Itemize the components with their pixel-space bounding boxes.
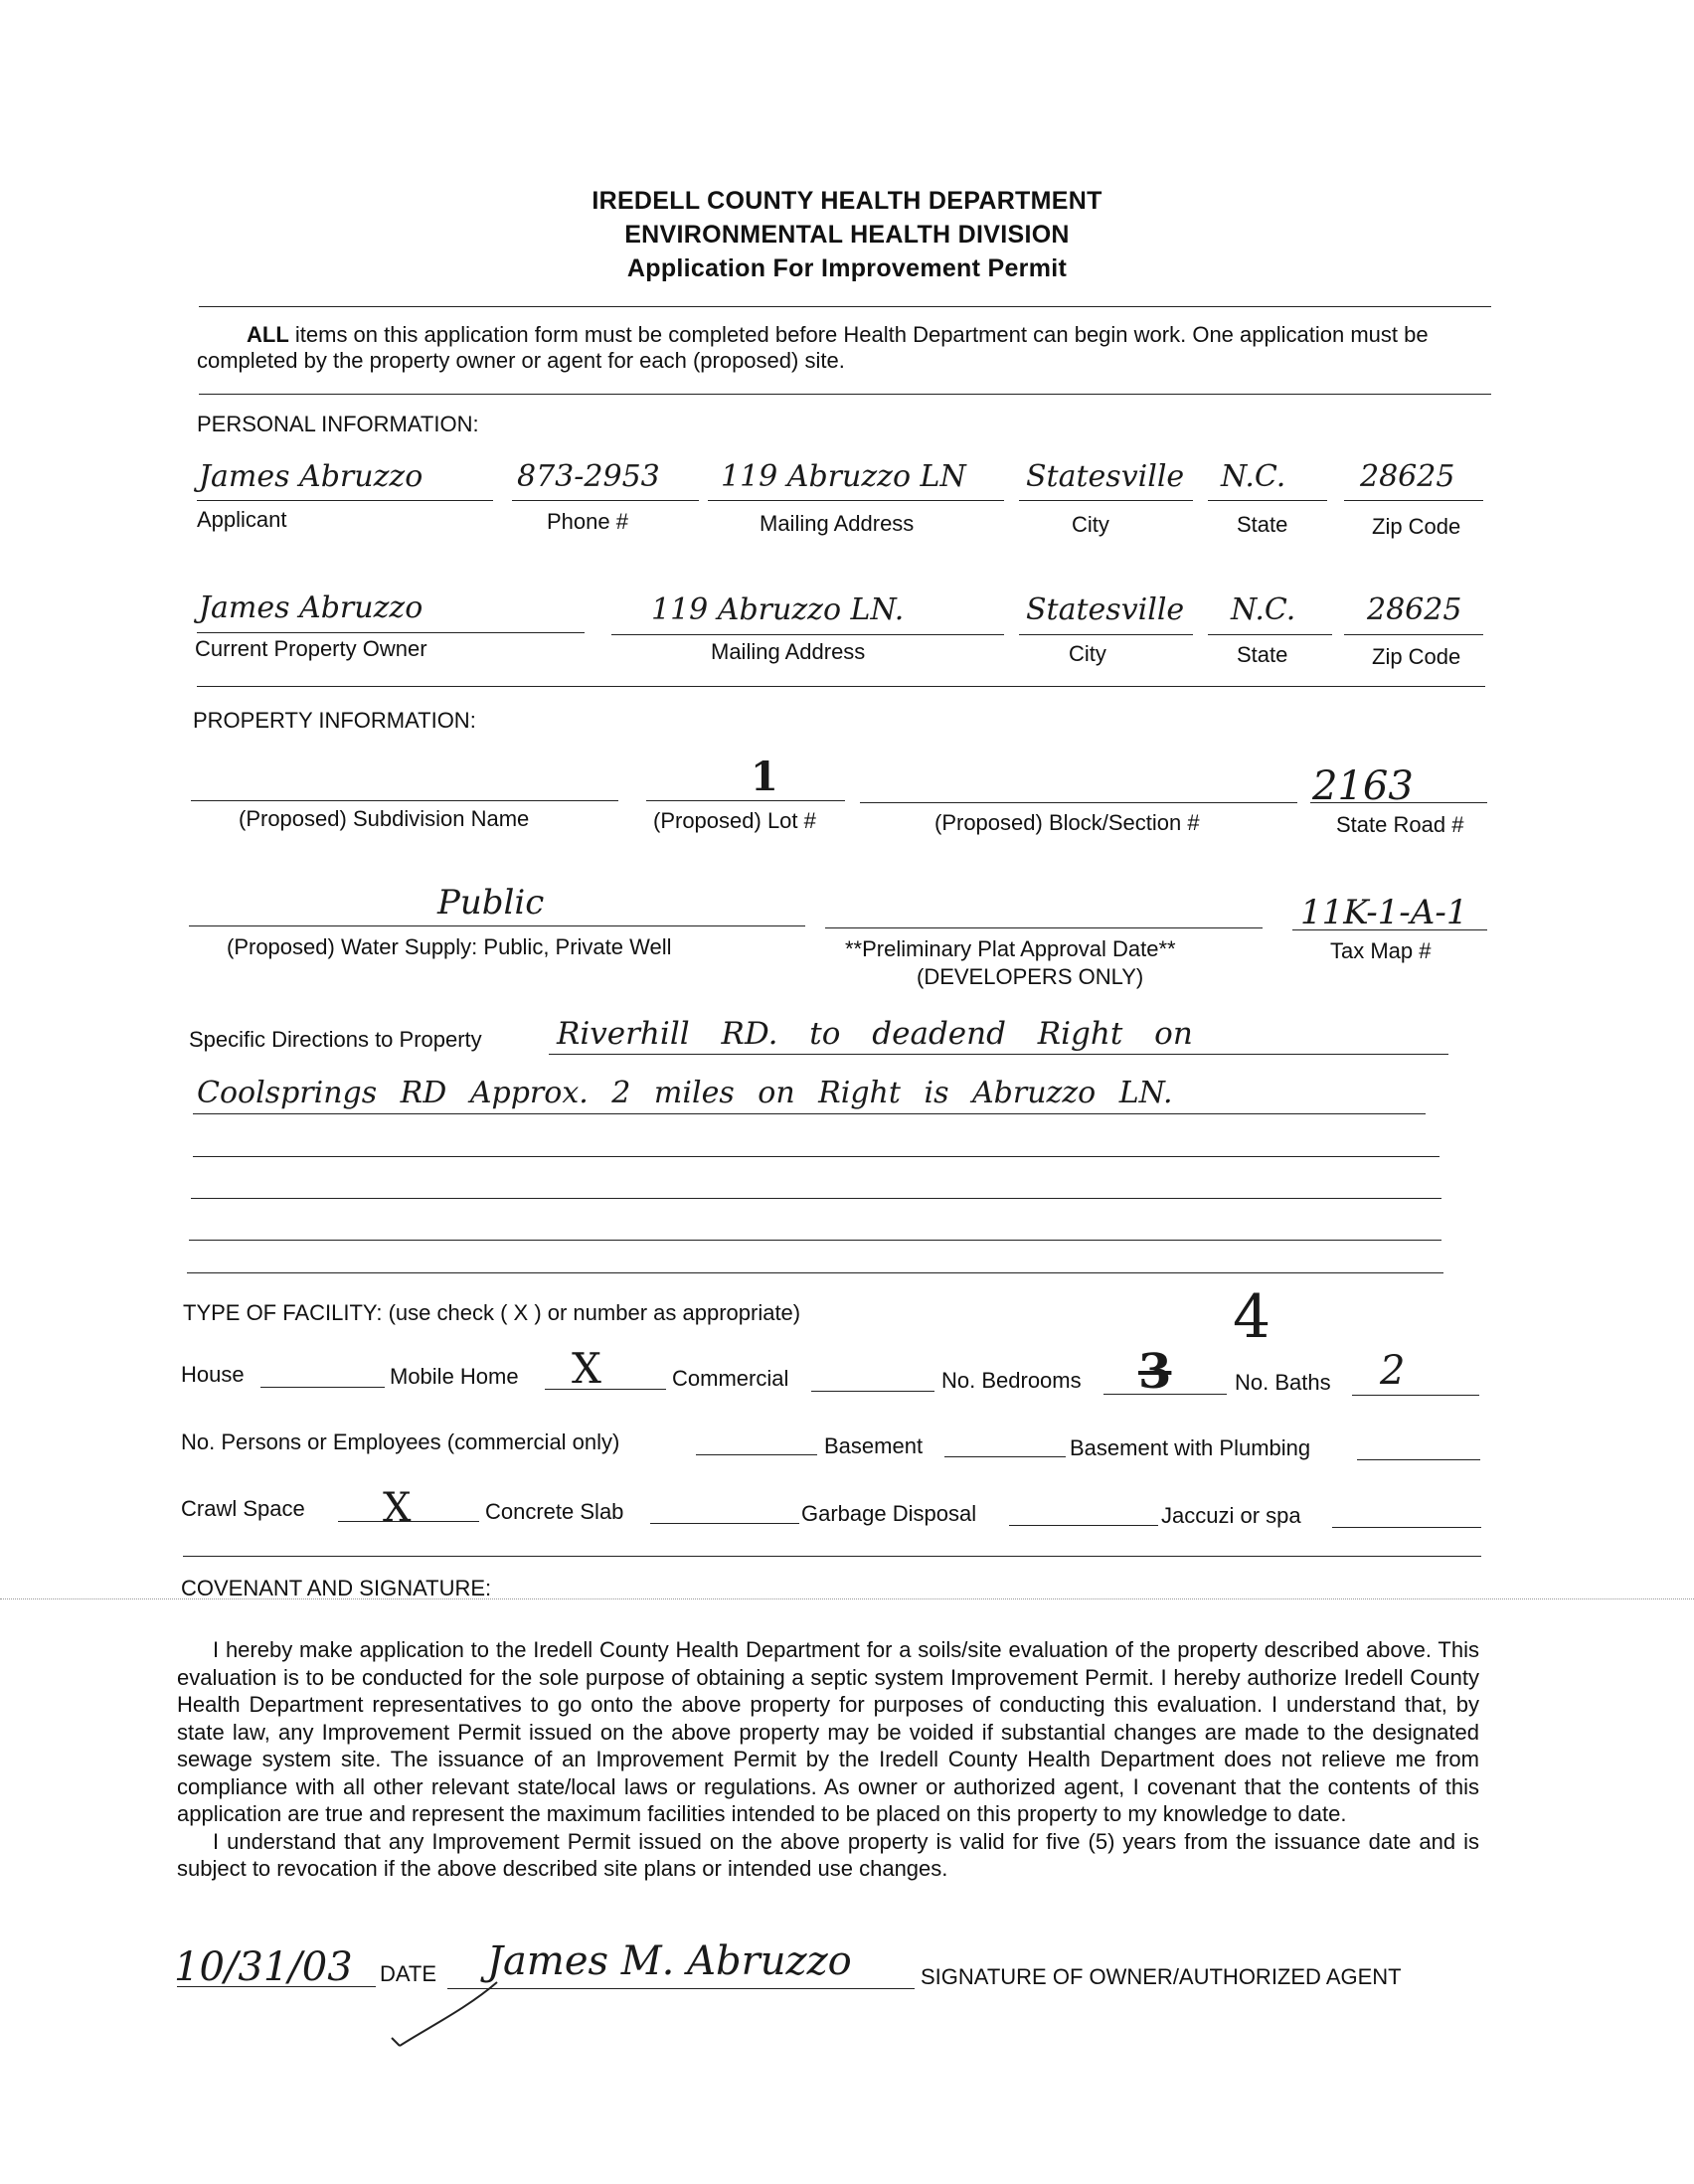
- applicant-phone[interactable]: 873-2953: [517, 459, 660, 494]
- owner-address[interactable]: 119 Abruzzo LN.: [651, 592, 905, 627]
- signature-label: SIGNATURE OF OWNER/AUTHORIZED AGENT: [921, 1964, 1402, 1989]
- plat-line: [825, 927, 1263, 928]
- directions-line-2[interactable]: Coolsprings RD Approx. 2 miles on Right is Abruzzo LN.: [197, 1076, 1173, 1110]
- intro-text: [197, 322, 1499, 374]
- scan-dotted-line: [0, 1598, 1694, 1599]
- owner-zip-label: Zip Code: [1372, 644, 1461, 669]
- applicant-state[interactable]: N.C.: [1221, 459, 1286, 494]
- owner-name[interactable]: James Abruzzo: [199, 590, 424, 625]
- block-label: (Proposed) Block/Section #: [934, 810, 1200, 835]
- header-form-title: Application For Improvement Permit: [626, 254, 1068, 282]
- directions-label: Specific Directions to Property: [189, 1027, 482, 1052]
- owner-city[interactable]: Statesville: [1026, 592, 1185, 627]
- slab-line: [650, 1523, 799, 1524]
- date-line: [177, 1986, 376, 1987]
- jacuzzi-label: Jaccuzi or spa: [1161, 1503, 1301, 1528]
- intro-rest: items on this application form must be completed before Health Department can begin work. One application must be completed by the property owner or agent for each (proposed) site.: [197, 322, 1429, 373]
- city-label: City: [1072, 512, 1109, 537]
- water-line: [189, 925, 805, 926]
- owner-city-line: [1019, 634, 1193, 635]
- covenant-text: [177, 1636, 1479, 1883]
- block-line: [860, 802, 1297, 803]
- road-line: [1310, 802, 1487, 803]
- mobile-home-mark[interactable]: X: [572, 1344, 601, 1393]
- directions-line-2-rule: [193, 1113, 1426, 1114]
- applicant-phone-line: [512, 500, 699, 501]
- developers-only-label: (DEVELOPERS ONLY): [917, 964, 1144, 989]
- directions-line-5-rule: [189, 1240, 1441, 1241]
- state-label: State: [1237, 512, 1288, 537]
- signature-flourish: [388, 1978, 507, 2058]
- covenant-paragraph-1: I hereby make application to the Iredell County Health Department for a soils/site evaluation of the property described above. This evaluation is to be conducted for the sole purpose of obtaining a septic system Improvement Permit. I hereby authorize Iredell County Health Department representatives to go onto the above property for purposes of conducting this evaluation. I understand that, by state law, any Improvement Permit issued on the above property may be voided if substantial changes are made to the designated sewage system site. The issuance of an Improvement Permit by the Iredell County Health Department does not relieve me from compliance with all other relevant state/local laws or regulations. As owner or authorized agent, I covenant that the contents of this application are true and represent the maximum facilities intended to be placed on this property to my knowledge to date.: [177, 1637, 1479, 1826]
- covenant-paragraph-2: I understand that any Improvement Permit issued on the above property is valid for five (5) years from the issuance date and is subject to revocation if the above described site plans or intended use changes.: [177, 1828, 1479, 1881]
- crawl-space-label: Crawl Space: [181, 1496, 305, 1521]
- road-label: State Road #: [1336, 812, 1464, 837]
- intro-bold: ALL: [247, 322, 289, 347]
- baths-line: [1352, 1395, 1479, 1396]
- signature-date[interactable]: 10/31/03: [174, 1944, 353, 1990]
- header-division: ENVIRONMENTAL HEALTH DIVISION: [624, 221, 1070, 249]
- owner-state[interactable]: N.C.: [1231, 592, 1296, 627]
- divider-intro: [199, 394, 1491, 395]
- applicant-address[interactable]: 119 Abruzzo LN: [721, 459, 966, 494]
- plat-label: **Preliminary Plat Approval Date**: [845, 936, 1176, 961]
- mobile-home-label: Mobile Home: [390, 1364, 519, 1389]
- divider-facility: [183, 1556, 1481, 1557]
- commercial-line: [811, 1391, 934, 1392]
- divider-property: [187, 1272, 1443, 1273]
- persons-label: No. Persons or Employees (commercial only): [181, 1429, 620, 1454]
- owner-state-label: State: [1237, 642, 1288, 667]
- bedrooms-label: No. Bedrooms: [941, 1368, 1082, 1393]
- applicant-zip-line: [1344, 500, 1483, 501]
- phone-label: Phone #: [547, 509, 628, 534]
- jacuzzi-line: [1332, 1527, 1481, 1528]
- owner-zip-line: [1344, 634, 1483, 635]
- date-label: DATE: [380, 1961, 437, 1986]
- divider-personal: [197, 686, 1485, 687]
- owner-city-label: City: [1069, 641, 1106, 666]
- owner-state-line: [1208, 634, 1332, 635]
- baths-label: No. Baths: [1235, 1370, 1331, 1395]
- slab-label: Concrete Slab: [485, 1499, 624, 1524]
- mailing-label: Mailing Address: [760, 511, 915, 536]
- tax-map-value[interactable]: 11K-1-A-1: [1300, 893, 1468, 932]
- personal-heading: PERSONAL INFORMATION:: [197, 412, 479, 436]
- house-line: [260, 1387, 385, 1388]
- persons-line: [696, 1454, 817, 1455]
- subdivision-label: (Proposed) Subdivision Name: [239, 806, 530, 831]
- owner-name-line: [197, 632, 585, 633]
- applicant-city[interactable]: Statesville: [1026, 459, 1185, 494]
- taxmap-label: Tax Map #: [1330, 938, 1432, 963]
- garbage-line: [1009, 1525, 1158, 1526]
- bedrooms-struck-value: 3: [1138, 1344, 1172, 1400]
- directions-line-1[interactable]: Riverhill RD. to deadend Right on: [557, 1016, 1193, 1052]
- covenant-heading: COVENANT AND SIGNATURE:: [181, 1576, 492, 1600]
- owner-address-line: [611, 634, 1004, 635]
- owner-zip[interactable]: 28625: [1367, 592, 1462, 627]
- commercial-label: Commercial: [672, 1366, 789, 1391]
- lot-label: (Proposed) Lot #: [653, 808, 816, 833]
- bedrooms-line: [1103, 1394, 1227, 1395]
- crawl-space-line: [338, 1521, 479, 1522]
- applicant-name[interactable]: James Abruzzo: [199, 459, 424, 494]
- basement-line: [944, 1456, 1066, 1457]
- crawl-space-mark[interactable]: X: [383, 1485, 412, 1531]
- directions-line-4-rule: [191, 1198, 1441, 1199]
- property-heading: PROPERTY INFORMATION:: [193, 708, 476, 733]
- state-road-value[interactable]: 2163: [1312, 763, 1414, 809]
- divider-top: [199, 306, 1491, 307]
- applicant-label: Applicant: [197, 507, 287, 532]
- house-label: House: [181, 1362, 245, 1387]
- subdivision-line: [191, 800, 618, 801]
- applicant-address-line: [708, 500, 1004, 501]
- signature-line: [447, 1988, 915, 1989]
- lot-line: [646, 800, 845, 801]
- applicant-state-line: [1208, 500, 1327, 501]
- owner-label: Current Property Owner: [195, 636, 427, 661]
- water-label: (Proposed) Water Supply: Public, Private Well: [227, 934, 672, 959]
- header-department: IREDELL COUNTY HEALTH DEPARTMENT: [592, 187, 1102, 215]
- taxmap-line: [1292, 929, 1487, 930]
- basement-plumbing-label: Basement with Plumbing: [1070, 1435, 1311, 1460]
- water-supply-value[interactable]: Public: [437, 883, 545, 923]
- applicant-name-line: [197, 500, 493, 501]
- mobile-home-line: [545, 1389, 666, 1390]
- signature-value[interactable]: James M. Abruzzo: [487, 1938, 852, 1984]
- bedrooms-value[interactable]: 4: [1233, 1282, 1271, 1352]
- applicant-city-line: [1019, 500, 1193, 501]
- directions-line-1-rule: [549, 1054, 1448, 1055]
- basement-plumbing-line: [1357, 1459, 1480, 1460]
- garbage-label: Garbage Disposal: [801, 1501, 977, 1526]
- applicant-zip[interactable]: 28625: [1360, 459, 1455, 494]
- baths-value[interactable]: 2: [1380, 1348, 1406, 1394]
- lot-value[interactable]: 1: [751, 754, 778, 800]
- directions-line-3-rule: [193, 1156, 1440, 1157]
- owner-mailing-label: Mailing Address: [711, 639, 866, 664]
- zip-label: Zip Code: [1372, 514, 1461, 539]
- basement-label: Basement: [824, 1433, 924, 1458]
- facility-heading: TYPE OF FACILITY: (use check ( X ) or number as appropriate): [183, 1300, 801, 1325]
